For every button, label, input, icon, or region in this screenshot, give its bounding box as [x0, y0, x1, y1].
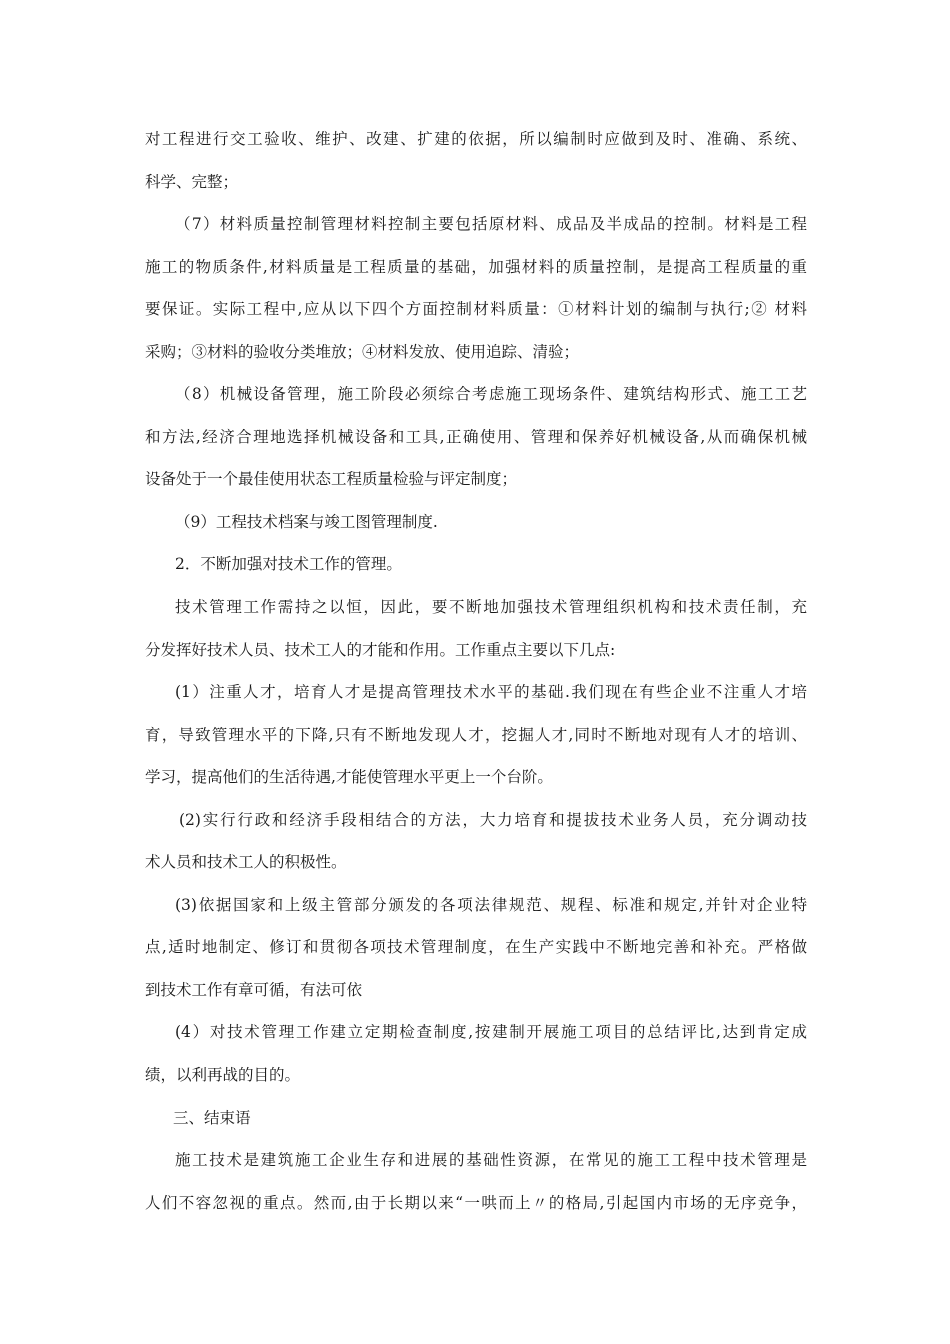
text-line: (4）对技术管理工作建立定期检查制度,按建制开展施工项目的总结评比,达到肯定成 — [175, 1023, 807, 1042]
text-line: 点,适时地制定、修订和贯彻各项技术管理制度，在生产实践中不断地完善和补充。严格做 — [145, 938, 807, 957]
text-line: 设备处于一个最佳使用状态工程质量检验与评定制度； — [145, 470, 518, 489]
text-line: 2．不断加强对技术工作的管理。 — [175, 555, 402, 574]
text-line: (1）注重人才，培育人才是提高管理技术水平的基础.我们现在有些企业不注重人才培 — [175, 683, 807, 702]
text-line: 学习，提高他们的生活待遇,才能使管理水平更上一个台阶。 — [145, 768, 553, 787]
text-line: 和方法,经济合理地选择机械设备和工具,正确使用、管理和保养好机械设备,从而确保机械 — [145, 427, 807, 446]
text-line: 施工技术是建筑施工企业生存和进展的基础性资源，在常见的施工工程中技术管理是 — [175, 1151, 807, 1170]
text-line: 术人员和技术工人的积极性。 — [145, 853, 347, 872]
text-line: （8）机械设备管理，施工阶段必须综合考虑施工现场条件、建筑结构形式、施工工艺 — [175, 385, 807, 404]
body-text — [145, 118, 807, 1224]
text-line: （7）材料质量控制管理材料控制主要包括原材料、成品及半成品的控制。材料是工程 — [175, 215, 807, 234]
text-line: 技术管理工作需持之以恒，因此，要不断地加强技术管理组织机构和技术责任制，充 — [175, 598, 807, 617]
text-line: 人们不容忽视的重点。然而,由于长期以来“一哄而上〃的格局,引起国内市场的无序竞争， — [145, 1193, 807, 1212]
text-line: （9）工程技术档案与竣工图管理制度. — [175, 512, 438, 531]
section-heading: 三、结束语 — [173, 1108, 251, 1127]
text-line: 采购；③材料的验收分类堆放；④材料发放、使用追踪、清验； — [145, 342, 580, 361]
text-line: 到技术工作有章可循，有法可依 — [145, 980, 363, 999]
text-line: (2)实行行政和经济手段相结合的方法，大力培育和提拔技术业务人员，充分调动技 — [179, 810, 807, 829]
text-line: 对工程进行交工验收、维护、改建、扩建的依据，所以编制时应做到及时、准确、系统、 — [145, 130, 807, 148]
text-line: 施工的物质条件,材料质量是工程质量的基础，加强材料的质量控制，是提高工程质量的重 — [145, 257, 807, 276]
text-line: 要保证。实际工程中,应从以下四个方面控制材料质量：①材料计划的编制与执行;② 材料 — [145, 300, 807, 319]
text-line: 绩，以利再战的目的。 — [145, 1066, 301, 1085]
text-line: 分发挥好技术人员、技术工人的才能和作用。工作重点主要以下几点: — [145, 640, 616, 659]
text-line: (3)依据国家和上级主管部分颁发的各项法律规范、规程、标准和规定,并针对企业特 — [175, 895, 807, 914]
text-line: 育，导致管理水平的下降,只有不断地发现人才，挖掘人才,同时不断地对现有人才的培训、 — [145, 725, 807, 744]
text-line: 科学、完整； — [145, 172, 239, 191]
